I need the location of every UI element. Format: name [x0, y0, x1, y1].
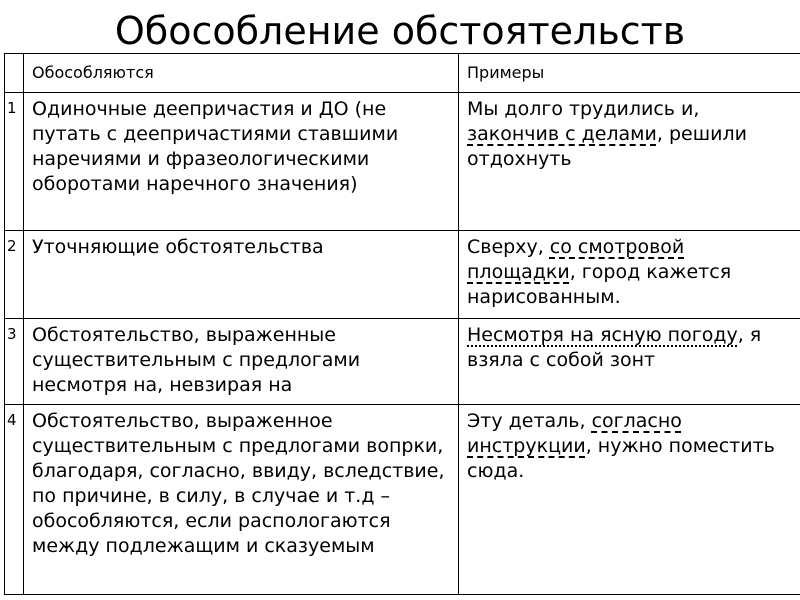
example-cell — [459, 405, 800, 595]
table-row — [5, 231, 800, 319]
rule-cell: Обстоятельство, выраженные существительным с предлогами несмотря на, невзирая на — [24, 319, 459, 405]
row-number: 1 — [5, 93, 24, 231]
example-text: , решили отдохнуть — [467, 123, 747, 170]
example-text: Эту деталь, — [467, 410, 592, 432]
table-row — [5, 405, 800, 595]
header-num-cell — [5, 54, 24, 93]
example-text: , я взяла с собой зонт — [467, 324, 762, 371]
table-row — [5, 319, 800, 405]
example-highlight: со смотровой площадки — [467, 236, 685, 283]
example-text: Сверху, — [467, 236, 550, 258]
example-cell — [459, 93, 800, 231]
header-separated-cell: Обособляются — [24, 54, 459, 93]
rules-table — [4, 53, 800, 595]
row-number: 4 — [5, 405, 24, 595]
example-text: , нужно поместить сюда. — [467, 435, 775, 482]
table-header-row — [5, 54, 800, 93]
row-number: 2 — [5, 231, 24, 319]
example-cell — [459, 231, 800, 319]
example-text: , город кажется нарисованным. — [467, 261, 732, 308]
example-text: Мы долго трудились и, — [467, 98, 700, 120]
example-highlight: Несмотря на ясную погоду — [467, 324, 738, 346]
row-number: 3 — [5, 319, 24, 405]
rule-cell: Уточняющие обстоятельства — [24, 231, 459, 319]
table-row — [5, 93, 800, 231]
example-highlight: закончив с делами — [467, 123, 657, 145]
rule-cell: Одиночные деепричастия и ДО (не путать с деепричастиями ставшими наречиями и фразеологическими оборотами наречного значения) — [24, 93, 459, 231]
example-cell — [459, 319, 800, 405]
rule-cell: Обстоятельство, выраженное существительным с предлогами вопрки, благодаря, согласно, ввиду, вследствие, по причине, в силу, в случае и т.д – обособляются, если распологаются между подлежащим и сказуемым — [24, 405, 459, 595]
page-title: Обособление обстоятельств — [114, 9, 686, 53]
example-highlight: согласно инструкции — [467, 410, 682, 457]
header-examples-cell: Примеры — [459, 54, 800, 93]
